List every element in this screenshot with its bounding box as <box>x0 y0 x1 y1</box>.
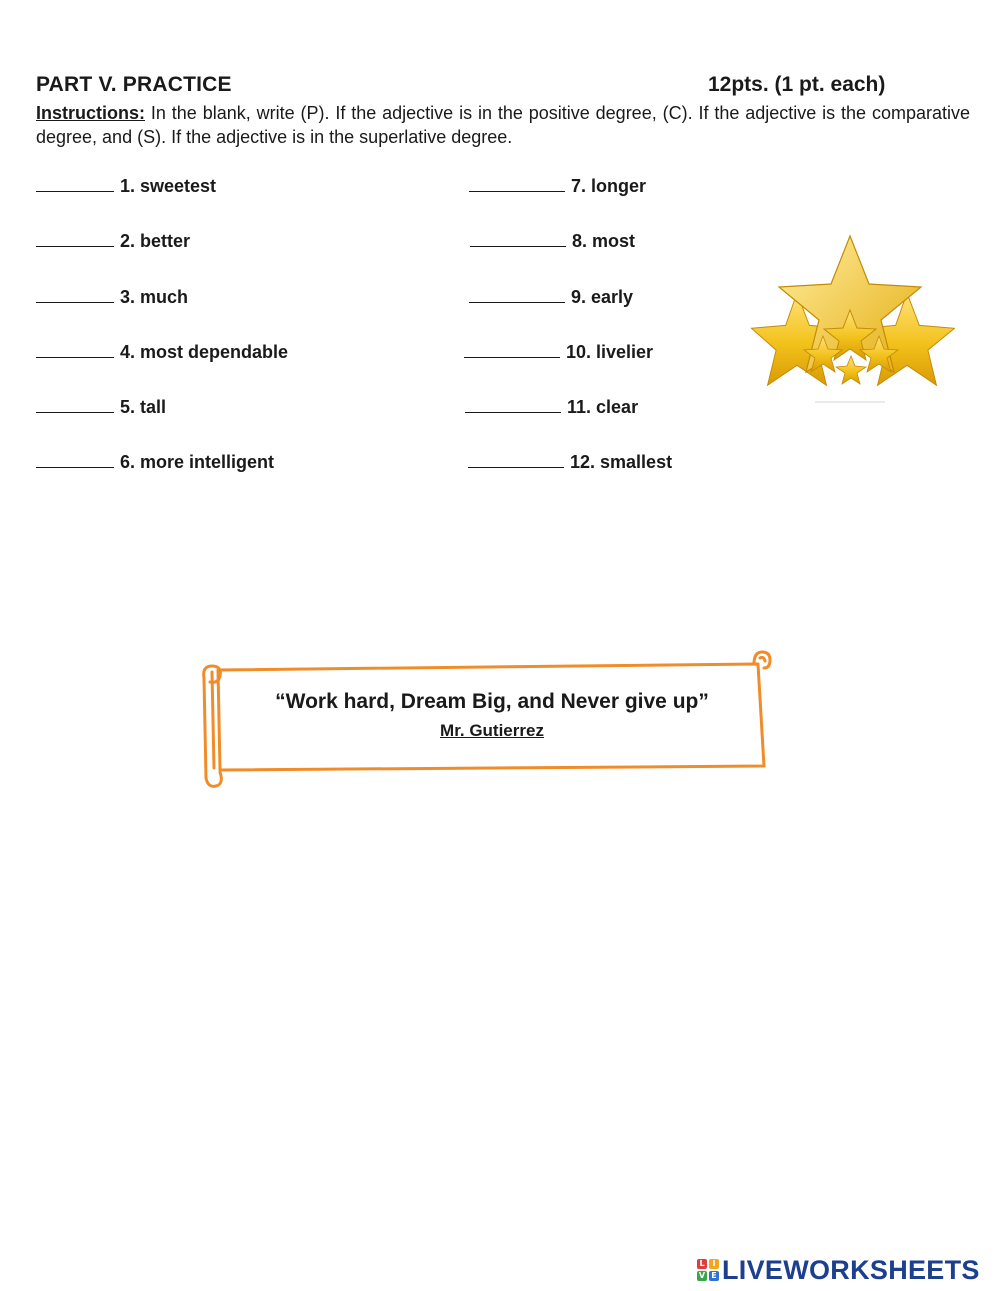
question-item-5 <box>36 397 166 418</box>
instructions-text: In the blank, write (P). If the adjective is in the positive degree, (C). If the adjective is the comparative degree, and (S). If the adjective is in the superlative degree. <box>36 103 970 147</box>
answer-blank-10[interactable] <box>464 343 560 358</box>
instructions-paragraph <box>36 101 970 149</box>
answer-blank-8[interactable] <box>470 232 566 247</box>
question-label-4: 4. most dependable <box>120 342 289 362</box>
question-label-10: 10. livelier <box>566 342 654 362</box>
question-label-3: 3. much <box>120 287 189 307</box>
question-item-11 <box>465 397 638 418</box>
question-item-10 <box>464 342 653 363</box>
question-item-9 <box>469 287 633 308</box>
answer-blank-9[interactable] <box>469 288 565 303</box>
logo-text: LIVEWORKSHEETS <box>722 1254 980 1285</box>
question-label-9: 9. early <box>571 287 634 307</box>
answer-blank-1[interactable] <box>36 177 114 192</box>
question-label-7: 7. longer <box>571 176 647 196</box>
question-item-2 <box>36 231 190 252</box>
question-label-12: 12. smallest <box>570 452 673 472</box>
question-item-7 <box>469 176 646 197</box>
logo-mark-letter-2: I <box>709 1259 719 1269</box>
logo-mark-letter-4: E <box>709 1271 719 1281</box>
answer-blank-5[interactable] <box>36 398 114 413</box>
question-label-6: 6. more intelligent <box>120 452 275 472</box>
question-label-1: 1. sweetest <box>120 176 217 196</box>
quote-author: Mr. Gutierrez <box>440 721 544 740</box>
question-item-1 <box>36 176 216 197</box>
answer-blank-2[interactable] <box>36 232 114 247</box>
question-label-5: 5. tall <box>120 397 167 417</box>
question-label-8: 8. most <box>572 231 636 251</box>
question-item-3 <box>36 287 188 308</box>
answer-blank-6[interactable] <box>36 453 114 468</box>
liveworksheets-logo <box>697 1254 980 1286</box>
answer-blank-7[interactable] <box>469 177 565 192</box>
answer-blank-11[interactable] <box>465 398 561 413</box>
answer-blank-4[interactable] <box>36 343 114 358</box>
motivational-quote: “Work hard, Dream Big, and Never give up” <box>275 690 709 713</box>
logo-mark-icon <box>697 1259 719 1281</box>
points-label: 12pts. (1 pt. each) <box>708 73 886 96</box>
question-label-2: 2. better <box>120 231 191 251</box>
logo-mark-letter-3: V <box>698 1271 706 1280</box>
question-item-8 <box>470 231 635 252</box>
question-item-6 <box>36 452 274 473</box>
question-item-4 <box>36 342 288 363</box>
part-title: PART V. PRACTICE <box>36 73 232 96</box>
gold-stars-icon <box>745 232 955 407</box>
answer-blank-12[interactable] <box>468 453 564 468</box>
instructions-label: Instructions: <box>36 103 146 123</box>
question-item-12 <box>468 452 672 473</box>
quote-scroll-banner <box>198 648 776 790</box>
answer-blank-3[interactable] <box>36 288 114 303</box>
logo-mark-letter-1: L <box>697 1259 707 1269</box>
question-label-11: 11. clear <box>567 397 639 417</box>
